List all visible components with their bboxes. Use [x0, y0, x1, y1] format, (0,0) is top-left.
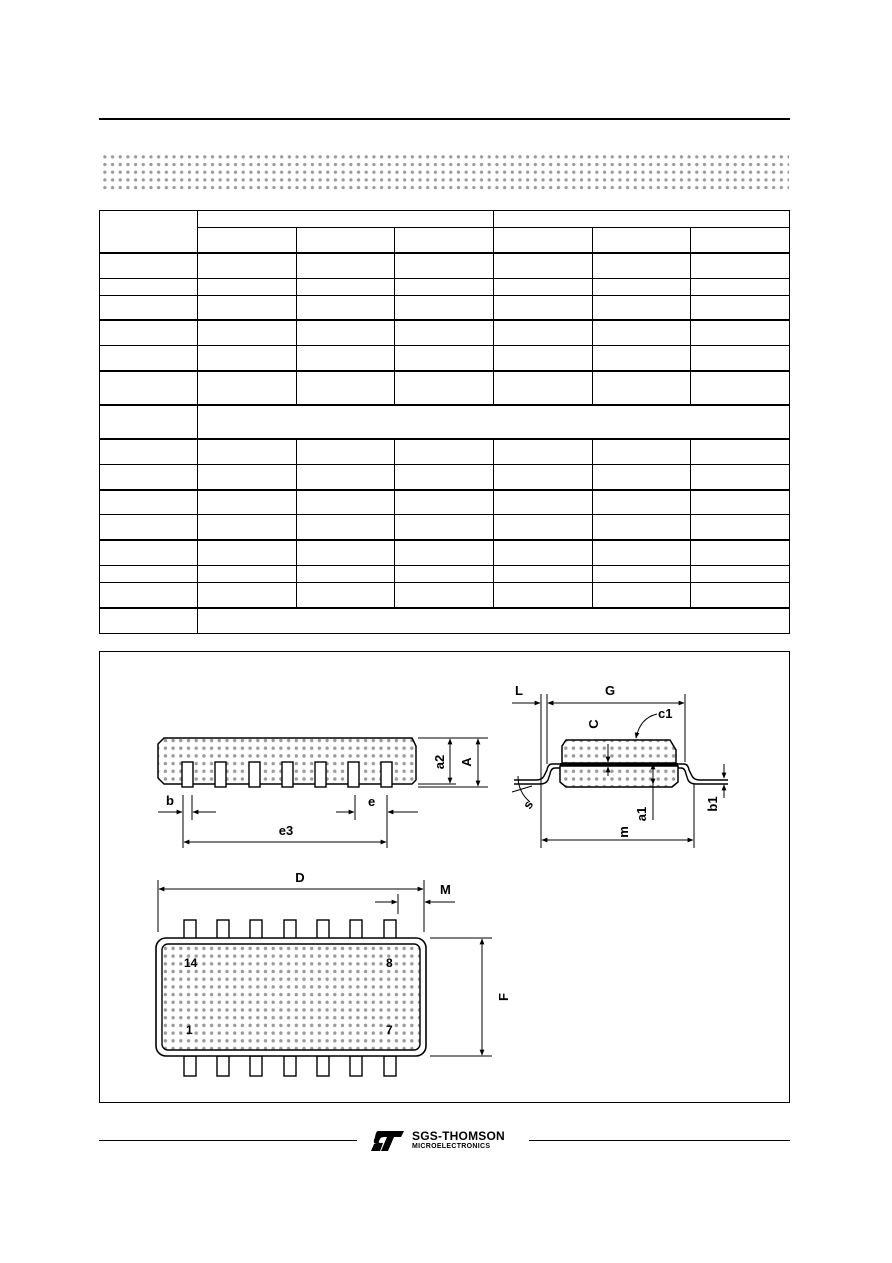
- table-cell: [395, 439, 494, 464]
- table-cell: [198, 439, 297, 464]
- title-band: [99, 151, 789, 193]
- top-view-leads-lower: [184, 1056, 396, 1076]
- dim-label-b1: b1: [705, 796, 720, 812]
- table-cell: [100, 346, 198, 371]
- table-cell: [100, 566, 198, 583]
- table-cell: [493, 490, 592, 515]
- table-cell: [493, 227, 592, 252]
- table-cell: [296, 515, 395, 540]
- table-cell: [592, 540, 691, 565]
- table-cell: [198, 490, 297, 515]
- table-cell: [592, 320, 691, 345]
- table-row: [100, 464, 790, 489]
- table-row: [100, 253, 790, 278]
- table-cell: [100, 405, 198, 439]
- table-cell: [691, 583, 790, 608]
- table-cell: [691, 253, 790, 278]
- table-cell: [592, 583, 691, 608]
- table-cell: [493, 566, 592, 583]
- table-cell: [493, 540, 592, 565]
- table-cell: [395, 320, 494, 345]
- dim-label-s: s: [519, 797, 537, 812]
- table-cell: [395, 295, 494, 320]
- dim-label-L: L: [515, 683, 523, 698]
- dim-label-a1: a1: [634, 806, 649, 822]
- table-cell: [592, 346, 691, 371]
- footer-logo: [370, 1128, 525, 1156]
- table-cell: [296, 320, 395, 345]
- table-cell: [100, 371, 198, 405]
- table-cell: [395, 464, 494, 489]
- pin-label-14: 14: [184, 956, 198, 970]
- table-cell: [296, 583, 395, 608]
- package-drawing-svg: [100, 652, 789, 1102]
- table-cell: [100, 211, 198, 253]
- table-cell: [198, 608, 790, 634]
- top-rule: [99, 118, 790, 120]
- table-cell: [395, 490, 494, 515]
- table-cell: [691, 464, 790, 489]
- table-cell: [296, 439, 395, 464]
- dim-label-m: m: [616, 826, 631, 838]
- table-cell: [198, 464, 297, 489]
- dim-label-e: e: [368, 794, 376, 809]
- table-cell: [395, 515, 494, 540]
- table-cell: [395, 540, 494, 565]
- table-cell: [493, 464, 592, 489]
- pin-label-7: 7: [386, 1023, 393, 1037]
- table-cell: [592, 278, 691, 295]
- table-cell: [691, 278, 790, 295]
- table-row: [100, 278, 790, 295]
- table-row: [100, 405, 790, 439]
- table-cell: [592, 295, 691, 320]
- end-view-body-top: [562, 740, 676, 763]
- table-row: [100, 346, 790, 371]
- table-cell: [395, 371, 494, 405]
- table-cell: [198, 540, 297, 565]
- table-row: [100, 320, 790, 345]
- table-cell: [198, 515, 297, 540]
- table-cell: [395, 583, 494, 608]
- table-cell: [493, 320, 592, 345]
- table-cell: [198, 320, 297, 345]
- table-cell: [691, 320, 790, 345]
- table-cell: [691, 515, 790, 540]
- table-cell: [100, 253, 198, 278]
- table-row: [100, 540, 790, 565]
- table-row: [100, 371, 790, 405]
- table-cell: [592, 439, 691, 464]
- table-cell: [493, 371, 592, 405]
- footer-rule-left: [99, 1140, 357, 1141]
- dim-label-C: C: [586, 719, 601, 729]
- dim-label-A: A: [459, 757, 474, 767]
- table-cell: [296, 227, 395, 252]
- table-cell: [592, 371, 691, 405]
- table-cell: [691, 295, 790, 320]
- table-cell: [198, 278, 297, 295]
- table-cell: [395, 253, 494, 278]
- end-view-body-bottom: [560, 766, 678, 787]
- dim-label-a2: a2: [432, 754, 447, 770]
- dim-label-M: M: [440, 882, 451, 897]
- table-row: [100, 490, 790, 515]
- table-cell: [296, 295, 395, 320]
- top-view: [156, 870, 511, 1076]
- table-cell: [592, 227, 691, 252]
- table-cell: [296, 490, 395, 515]
- table-row: [100, 515, 790, 540]
- table-cell: [493, 346, 592, 371]
- table-cell: [592, 253, 691, 278]
- table-cell: [100, 490, 198, 515]
- table-row: [100, 439, 790, 464]
- table-cell: [493, 439, 592, 464]
- dim-label-D: D: [295, 870, 305, 885]
- table-cell: [198, 346, 297, 371]
- table-cell: [493, 253, 592, 278]
- table-cell: [592, 490, 691, 515]
- table-cell: [592, 464, 691, 489]
- pin-label-1: 1: [186, 1023, 193, 1037]
- table-cell: [296, 566, 395, 583]
- table-cell: [100, 608, 198, 634]
- table-row: [100, 608, 790, 634]
- table-cell: [296, 346, 395, 371]
- table-cell: [296, 253, 395, 278]
- table-row: [100, 211, 790, 228]
- table-cell: [691, 346, 790, 371]
- table-cell: [691, 540, 790, 565]
- table-cell: [493, 211, 789, 228]
- dim-label-G: G: [604, 683, 616, 698]
- table-cell: [296, 540, 395, 565]
- table-cell: [100, 320, 198, 345]
- table-cell: [296, 464, 395, 489]
- table-cell: [100, 583, 198, 608]
- table-cell: [691, 490, 790, 515]
- table-cell: [100, 295, 198, 320]
- table-row: [100, 295, 790, 320]
- table-cell: [691, 566, 790, 583]
- pin-label-8: 8: [386, 956, 393, 970]
- table-cell: [493, 278, 592, 295]
- top-view-body: [162, 944, 420, 1050]
- end-view-lead-left: [514, 764, 560, 780]
- dim-label-b: b: [166, 793, 174, 808]
- brand-name: SGS-THOMSON: [412, 1129, 505, 1143]
- brand-sub: MICROELECTRONICS: [412, 1143, 491, 1150]
- dim-label-F: F: [496, 993, 511, 1001]
- table-cell: [493, 583, 592, 608]
- table-cell: [691, 439, 790, 464]
- table-cell: [100, 515, 198, 540]
- st-logo-icon: [370, 1130, 406, 1152]
- table-row: [100, 566, 790, 583]
- table-cell: [395, 278, 494, 295]
- table-cell: [198, 566, 297, 583]
- table-cell: [100, 278, 198, 295]
- table-cell: [296, 278, 395, 295]
- table-cell: [592, 515, 691, 540]
- table-cell: [100, 464, 198, 489]
- side-view: [158, 738, 488, 848]
- dim-label-c1: c1: [658, 706, 673, 721]
- table-cell: [198, 295, 297, 320]
- table-cell: [691, 227, 790, 252]
- top-view-leads-upper: [184, 920, 396, 940]
- table-row: [100, 227, 790, 252]
- table-cell: [395, 566, 494, 583]
- table-cell: [691, 371, 790, 405]
- table-cell: [198, 405, 790, 439]
- table-cell: [198, 253, 297, 278]
- table-cell: [493, 295, 592, 320]
- dim-label-e3: e3: [278, 823, 294, 838]
- end-view: [512, 683, 728, 848]
- table-cell: [198, 371, 297, 405]
- table-cell: [592, 566, 691, 583]
- package-drawing: [99, 651, 790, 1103]
- table-cell: [198, 583, 297, 608]
- table-cell: [198, 227, 297, 252]
- dimension-table: [99, 210, 790, 634]
- table-cell: [100, 540, 198, 565]
- table-cell: [100, 439, 198, 464]
- table-row: [100, 583, 790, 608]
- table-cell: [395, 227, 494, 252]
- table-cell: [493, 515, 592, 540]
- table-cell: [296, 371, 395, 405]
- table-cell: [395, 346, 494, 371]
- footer-rule-right: [529, 1140, 790, 1141]
- table-cell: [198, 211, 494, 228]
